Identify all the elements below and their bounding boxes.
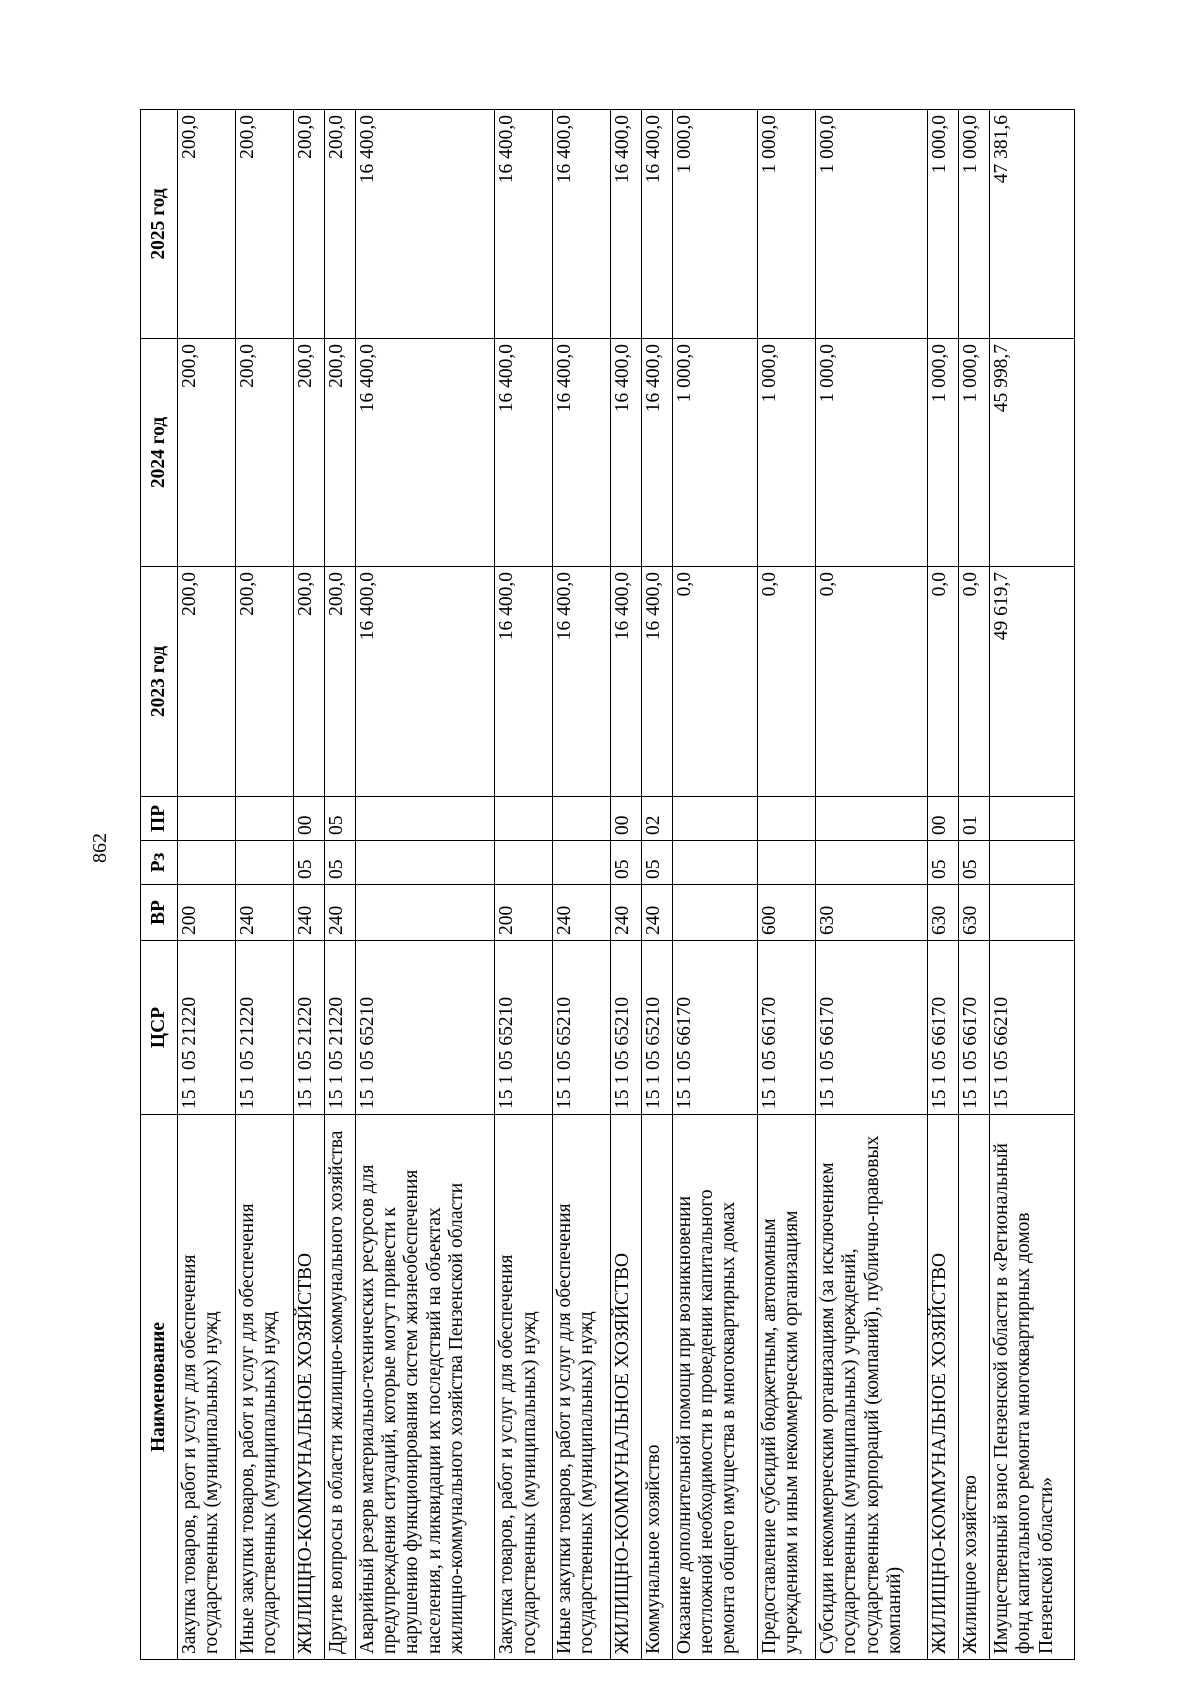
cell-rz	[355, 841, 495, 885]
cell-2025: 1 000,0	[757, 110, 815, 339]
cell-2023: 200,0	[293, 567, 324, 797]
cell-vr: 600	[757, 885, 815, 941]
cell-csr: 15 1 05 21220	[178, 941, 236, 1115]
cell-rz: 05	[611, 841, 642, 885]
cell-rz: 05	[928, 841, 959, 885]
cell-csr: 15 1 05 66170	[672, 941, 757, 1115]
cell-2024: 16 400,0	[641, 339, 672, 567]
header-vr: ВР	[141, 885, 178, 941]
table-row	[178, 110, 236, 1660]
cell-csr: 15 1 05 65210	[495, 941, 553, 1115]
cell-name: ЖИЛИЩНО-КОММУНАЛЬНОЕ ХОЗЯЙСТВО	[611, 1115, 642, 1660]
cell-vr: 200	[495, 885, 553, 941]
cell-2023: 16 400,0	[641, 567, 672, 797]
cell-name: Закупка товаров, работ и услуг для обеспечения государственных (муниципальных) нужд	[178, 1115, 236, 1660]
cell-2024: 45 998,7	[989, 339, 1074, 567]
cell-2024: 16 400,0	[553, 339, 611, 567]
cell-2025: 16 400,0	[355, 110, 495, 339]
cell-name: Оказание дополнительной помощи при возникновении неотложной необходимости в проведении капитального ремонта общего имущества в многоквартирных домах	[672, 1115, 757, 1660]
table-row	[293, 110, 324, 1660]
cell-2023: 16 400,0	[611, 567, 642, 797]
cell-2024: 16 400,0	[611, 339, 642, 567]
cell-name: Другие вопросы в области жилищно-коммунального хозяйства	[324, 1115, 355, 1660]
cell-csr: 15 1 05 21220	[235, 941, 293, 1115]
cell-2024: 1 000,0	[672, 339, 757, 567]
cell-csr: 15 1 05 21220	[293, 941, 324, 1115]
cell-2023: 0,0	[958, 567, 989, 797]
cell-2023: 49 619,7	[989, 567, 1074, 797]
cell-csr: 15 1 05 65210	[611, 941, 642, 1115]
table-row	[928, 110, 959, 1660]
cell-2025: 200,0	[293, 110, 324, 339]
cell-name: Имущественный взнос Пензенской области в «Региональный фонд капитального ремонта многоквартирных домов Пензенской области»	[989, 1115, 1074, 1660]
header-2023: 2023 год	[141, 567, 178, 797]
budget-table	[140, 109, 1075, 1660]
cell-2023: 0,0	[815, 567, 927, 797]
cell-rz	[672, 841, 757, 885]
cell-name: Аварийный резерв материально-технических ресурсов для предупреждения ситуаций, которые могут привести к нарушению функционирования систем жизнеобеспечения населения, и ликвидации их последствий на объектах жилищно-коммунального хозяйства Пензенской области	[355, 1115, 495, 1660]
cell-pr	[815, 797, 927, 841]
cell-rz	[495, 841, 553, 885]
table-row	[672, 110, 757, 1660]
cell-2024: 200,0	[324, 339, 355, 567]
cell-name: ЖИЛИЩНО-КОММУНАЛЬНОЕ ХОЗЯЙСТВО	[928, 1115, 959, 1660]
cell-rz: 05	[958, 841, 989, 885]
rotated-table-area	[140, 110, 1075, 1660]
header-pr: ПР	[141, 797, 178, 841]
cell-rz: 05	[641, 841, 672, 885]
cell-2025: 16 400,0	[495, 110, 553, 339]
cell-vr: 240	[293, 885, 324, 941]
cell-pr	[178, 797, 236, 841]
cell-pr	[235, 797, 293, 841]
cell-vr: 200	[178, 885, 236, 941]
cell-2023: 16 400,0	[553, 567, 611, 797]
cell-rz	[757, 841, 815, 885]
cell-2023: 16 400,0	[495, 567, 553, 797]
cell-rz	[989, 841, 1074, 885]
cell-csr: 15 1 05 65210	[553, 941, 611, 1115]
cell-vr: 240	[553, 885, 611, 941]
cell-pr	[989, 797, 1074, 841]
cell-vr	[989, 885, 1074, 941]
cell-2025: 1 000,0	[958, 110, 989, 339]
cell-vr: 240	[235, 885, 293, 941]
cell-pr: 05	[324, 797, 355, 841]
cell-2023: 200,0	[178, 567, 236, 797]
cell-2025: 200,0	[324, 110, 355, 339]
cell-rz	[553, 841, 611, 885]
cell-2023: 0,0	[928, 567, 959, 797]
cell-2025: 16 400,0	[611, 110, 642, 339]
cell-name: Жилищное хозяйство	[958, 1115, 989, 1660]
cell-2025: 1 000,0	[928, 110, 959, 339]
cell-name: Коммунальное хозяйство	[641, 1115, 672, 1660]
table-row	[355, 110, 495, 1660]
cell-name: Иные закупки товаров, работ и услуг для обеспечения государственных (муниципальных) нужд	[553, 1115, 611, 1660]
cell-2024: 1 000,0	[958, 339, 989, 567]
cell-2024: 1 000,0	[928, 339, 959, 567]
cell-pr: 00	[611, 797, 642, 841]
cell-2025: 1 000,0	[815, 110, 927, 339]
cell-vr: 240	[641, 885, 672, 941]
cell-2025: 200,0	[178, 110, 236, 339]
cell-2024: 16 400,0	[495, 339, 553, 567]
cell-rz: 05	[324, 841, 355, 885]
table-row	[989, 110, 1074, 1660]
cell-vr: 240	[611, 885, 642, 941]
cell-pr: 00	[293, 797, 324, 841]
cell-vr: 630	[815, 885, 927, 941]
cell-vr	[672, 885, 757, 941]
cell-2024: 200,0	[235, 339, 293, 567]
cell-rz: 05	[293, 841, 324, 885]
cell-csr: 15 1 05 66170	[928, 941, 959, 1115]
cell-pr	[355, 797, 495, 841]
cell-2024: 1 000,0	[815, 339, 927, 567]
header-2024: 2024 год	[141, 339, 178, 567]
table-row	[958, 110, 989, 1660]
cell-2023: 0,0	[757, 567, 815, 797]
cell-2024: 1 000,0	[757, 339, 815, 567]
cell-2023: 16 400,0	[355, 567, 495, 797]
table-wrapper	[140, 110, 1075, 1660]
cell-2024: 200,0	[293, 339, 324, 567]
cell-rz	[815, 841, 927, 885]
table-row	[757, 110, 815, 1660]
cell-csr: 15 1 05 66210	[989, 941, 1074, 1115]
cell-vr: 630	[958, 885, 989, 941]
header-name: Наименование	[141, 1115, 178, 1660]
cell-pr: 00	[928, 797, 959, 841]
cell-pr: 01	[958, 797, 989, 841]
cell-pr	[672, 797, 757, 841]
table-row	[495, 110, 553, 1660]
cell-name: ЖИЛИЩНО-КОММУНАЛЬНОЕ ХОЗЯЙСТВО	[293, 1115, 324, 1660]
cell-rz	[178, 841, 236, 885]
cell-2024: 200,0	[178, 339, 236, 567]
cell-2025: 16 400,0	[641, 110, 672, 339]
table-row	[553, 110, 611, 1660]
cell-2025: 16 400,0	[553, 110, 611, 339]
cell-csr: 15 1 05 66170	[958, 941, 989, 1115]
table-row	[641, 110, 672, 1660]
cell-pr	[495, 797, 553, 841]
table-row	[235, 110, 293, 1660]
page-number: 862	[89, 833, 111, 863]
cell-csr: 15 1 05 21220	[324, 941, 355, 1115]
cell-name: Иные закупки товаров, работ и услуг для обеспечения государственных (муниципальных) нужд	[235, 1115, 293, 1660]
header-2025: 2025 год	[141, 110, 178, 339]
cell-2024: 16 400,0	[355, 339, 495, 567]
cell-2025: 200,0	[235, 110, 293, 339]
cell-2025: 1 000,0	[672, 110, 757, 339]
cell-csr: 15 1 05 66170	[757, 941, 815, 1115]
cell-rz	[235, 841, 293, 885]
cell-csr: 15 1 05 65210	[641, 941, 672, 1115]
table-row	[815, 110, 927, 1660]
cell-name: Субсидии некоммерческим организациям (за исключением государственных (муниципальных) учреждений, государственных корпораций (компаний), публично-правовых компаний)	[815, 1115, 927, 1660]
cell-2023: 200,0	[235, 567, 293, 797]
cell-name: Закупка товаров, работ и услуг для обеспечения государственных (муниципальных) нужд	[495, 1115, 553, 1660]
cell-2023: 200,0	[324, 567, 355, 797]
table-row	[611, 110, 642, 1660]
cell-2025: 47 381,6	[989, 110, 1074, 339]
cell-vr: 630	[928, 885, 959, 941]
table-header-row	[141, 110, 178, 1660]
header-rz: Рз	[141, 841, 178, 885]
cell-2023: 0,0	[672, 567, 757, 797]
cell-vr	[355, 885, 495, 941]
cell-csr: 15 1 05 66170	[815, 941, 927, 1115]
cell-csr: 15 1 05 65210	[355, 941, 495, 1115]
table-row	[324, 110, 355, 1660]
cell-vr: 240	[324, 885, 355, 941]
cell-pr	[553, 797, 611, 841]
cell-name: Предоставление субсидий бюджетным, автономным учреждениям и иным некоммерческим организациям	[757, 1115, 815, 1660]
header-csr: ЦСР	[141, 941, 178, 1115]
cell-pr: 02	[641, 797, 672, 841]
cell-pr	[757, 797, 815, 841]
